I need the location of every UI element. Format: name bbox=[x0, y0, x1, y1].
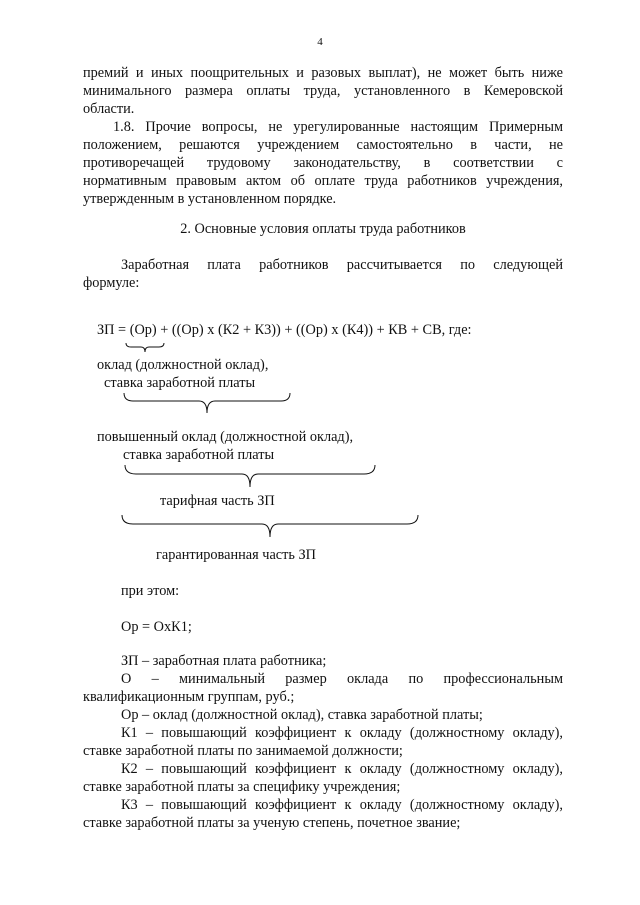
brace-label-raised-rate: ставка заработной платы bbox=[123, 447, 275, 463]
brace-guaranteed bbox=[121, 514, 419, 540]
def-k3-line1: К3 – повышающий коэффициент к окладу (должностному окладу), bbox=[121, 797, 563, 813]
def-k3-line2: ставке заработной платы за ученую степень, почетное звание; bbox=[83, 815, 461, 831]
paragraph-line: утвержденным в установленном порядке. bbox=[83, 191, 337, 207]
op-formula: Ор = ОхК1; bbox=[121, 619, 192, 635]
paragraph-line: 1.8. Прочие вопросы, не урегулированные настоящим Примерным bbox=[113, 119, 563, 135]
brace-small bbox=[125, 342, 165, 354]
def-k2-line2: ставке заработной платы за специфику учреждения; bbox=[83, 779, 401, 795]
brace-label-raised: повышенный оклад (должностной оклад), bbox=[97, 429, 354, 445]
brace-large bbox=[124, 464, 376, 490]
paragraph-line: минимального размера оплаты труда, установленного в Кемеровской bbox=[83, 83, 563, 99]
paragraph-line: положением, решаются учреждением самостоятельно в части, не bbox=[83, 137, 563, 153]
def-o-line1: О – минимальный размер оклада по профессиональным bbox=[121, 671, 563, 687]
def-o-line2: квалификационным группам, руб.; bbox=[83, 689, 295, 705]
tariff-part-label: тарифная часть ЗП bbox=[160, 493, 275, 509]
paragraph-line: Заработная плата работников рассчитывается по следующей bbox=[121, 257, 563, 273]
def-k1-line2: ставке заработной платы по занимаемой должности; bbox=[83, 743, 403, 759]
section-heading: 2. Основные условия оплаты труда работников bbox=[180, 221, 466, 237]
def-zp: ЗП – заработная плата работника; bbox=[121, 653, 327, 669]
brace-label-salary-rate: ставка заработной платы bbox=[104, 375, 256, 391]
pri-etom: при этом: bbox=[121, 583, 180, 599]
def-op: Ор – оклад (должностной оклад), ставка заработной платы; bbox=[121, 707, 483, 723]
paragraph-line: области. bbox=[83, 101, 135, 117]
paragraph-line: нормативным правовым актом об оплате труда работников учреждения, bbox=[83, 173, 563, 189]
paragraph-line: премий и иных поощрительных и разовых выплат), не может быть ниже bbox=[83, 65, 563, 81]
salary-formula: ЗП = (Ор) + ((Ор) х (К2 + К3)) + ((Ор) х (К4)) + КВ + СВ, где: bbox=[97, 322, 472, 338]
def-k1-line1: К1 – повышающий коэффициент к окладу (должностному окладу), bbox=[121, 725, 563, 741]
paragraph-line: противоречащей трудовому законодательству, в соответствии с bbox=[83, 155, 563, 171]
guaranteed-part-label: гарантированная часть ЗП bbox=[156, 547, 316, 563]
brace-label-salary: оклад (должностной оклад), bbox=[97, 357, 269, 373]
brace-medium bbox=[123, 392, 291, 416]
def-k2-line1: К2 – повышающий коэффициент к окладу (должностному окладу), bbox=[121, 761, 563, 777]
paragraph-line: формуле: bbox=[83, 275, 140, 291]
page-number: 4 bbox=[317, 36, 323, 48]
